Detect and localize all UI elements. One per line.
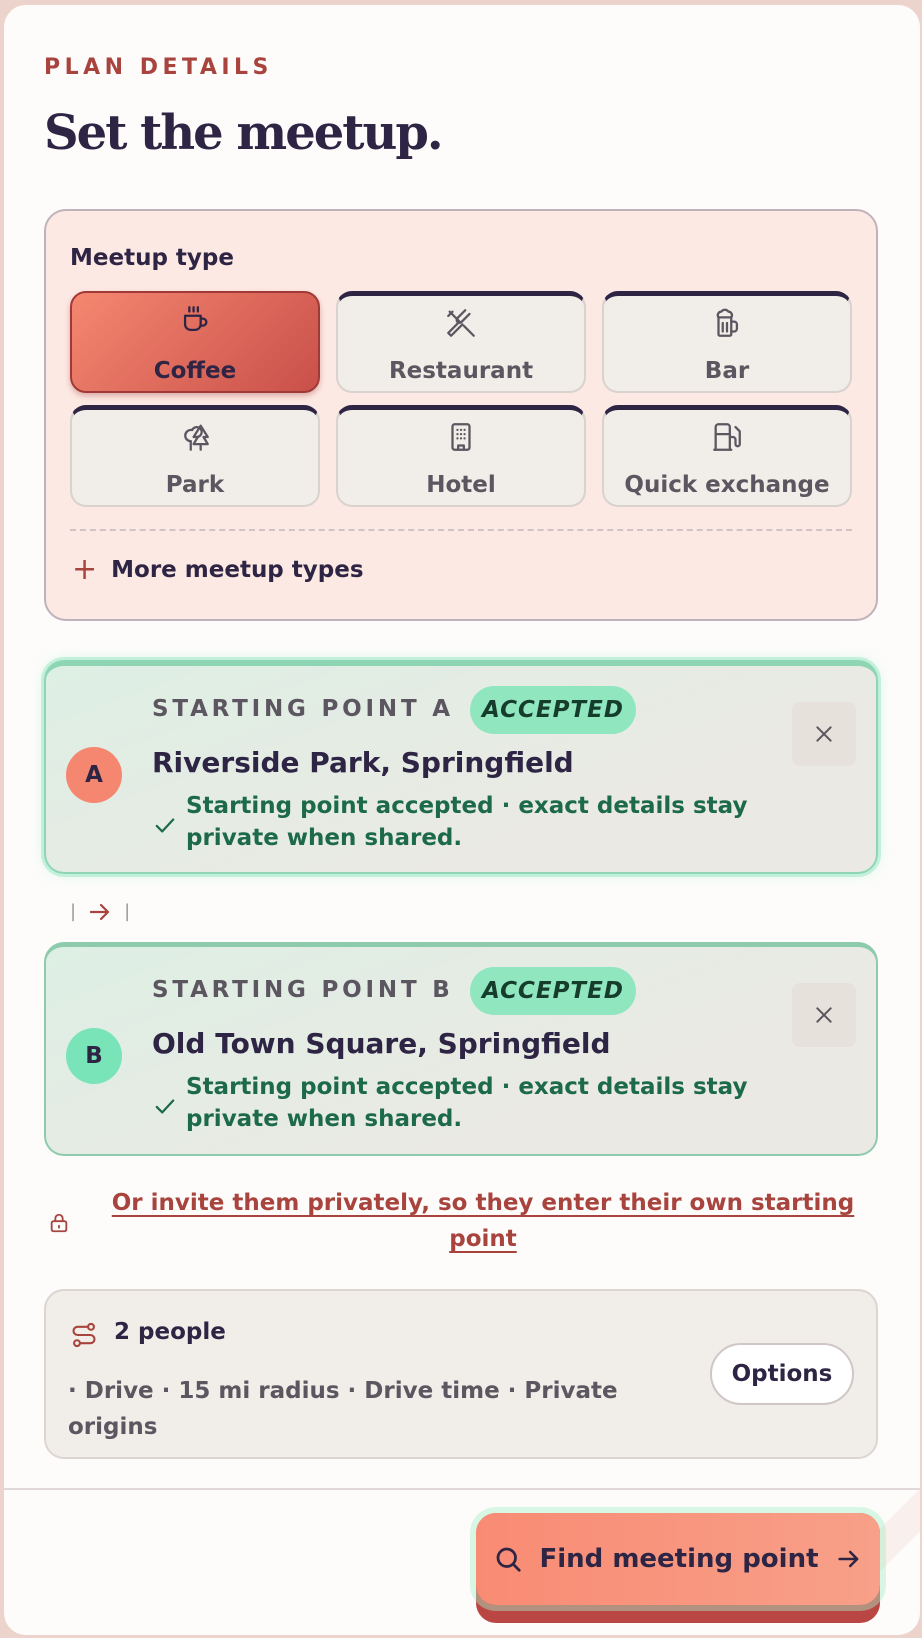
check-icon [154, 814, 176, 836]
meetup-type-label-hotel: Hotel [426, 472, 496, 498]
remove-starting-point-a-button[interactable] [792, 702, 856, 766]
route-connector [70, 901, 130, 922]
meetup-type-label-restaurant: Restaurant [388, 358, 534, 384]
section-eyebrow: PLAN DETAILS [44, 55, 273, 80]
starting-point-a-location: Riverside Park, Springfield [152, 746, 574, 779]
footer-divider [4, 1488, 920, 1490]
trees-icon [178, 420, 212, 454]
people-count: 2 people [114, 1319, 226, 1345]
status-badge: ACCEPTED [470, 686, 636, 734]
meetup-type-quick-exchange[interactable] [602, 405, 852, 507]
invite-privately-link[interactable]: Or invite them privately, so they enter their own starting point [111, 1190, 855, 1252]
starting-point-b-card [44, 942, 878, 1156]
close-icon [814, 1005, 834, 1025]
utensils-icon [444, 306, 478, 340]
hotel-building-icon [444, 420, 478, 454]
meetup-type-label-coffee: Coffee [153, 358, 237, 384]
meetup-type-label-park: Park [165, 472, 225, 498]
meetup-type-label-quick-exchange: Quick exchange [624, 472, 830, 498]
beer-mug-icon [710, 306, 744, 340]
route-icon [70, 1321, 98, 1349]
trip-summary-card [44, 1289, 878, 1459]
meetup-type-park[interactable] [70, 405, 320, 507]
coffee-icon [178, 303, 212, 337]
meetup-type-hotel[interactable] [336, 405, 586, 507]
meetup-type-restaurant[interactable] [336, 291, 586, 393]
trip-settings-summary: · Drive · 15 mi radius · Drive time · Private origins [68, 1378, 618, 1440]
starting-point-a-title: STARTING POINT A [152, 696, 454, 722]
more-meetup-types-button[interactable] [72, 552, 364, 587]
starting-point-a-note: Starting point accepted · exact details stay private when shared. [186, 793, 748, 851]
meetup-type-label-bar: Bar [704, 358, 750, 384]
find-meeting-point-button[interactable] [476, 1513, 880, 1623]
starting-point-b-marker: B [66, 1028, 122, 1084]
more-meetup-types-label: More meetup types [111, 557, 364, 583]
meetup-type-bar[interactable] [602, 291, 852, 393]
fuel-pump-icon [710, 420, 744, 454]
status-badge: ACCEPTED [470, 967, 636, 1015]
options-button[interactable]: Options [710, 1343, 854, 1405]
plus-icon: + [72, 552, 98, 587]
starting-point-a-marker: A [66, 747, 122, 803]
arrow-right-icon [88, 902, 112, 922]
invite-privately-row [44, 1185, 878, 1265]
check-icon [154, 1095, 176, 1117]
search-icon [493, 1544, 523, 1574]
starting-point-b-location: Old Town Square, Springfield [152, 1027, 611, 1060]
starting-point-a-card [44, 660, 878, 874]
arrow-right-icon [835, 1545, 863, 1573]
remove-starting-point-b-button[interactable] [792, 983, 856, 1047]
starting-point-b-title: STARTING POINT B [152, 977, 454, 1003]
connector-tick: | [70, 901, 77, 922]
page-title: Set the meetup. [44, 105, 442, 161]
close-icon [814, 724, 834, 744]
meetup-type-coffee[interactable] [70, 291, 320, 393]
meetup-type-label: Meetup type [70, 245, 234, 271]
connector-tick: | [124, 901, 131, 922]
lock-icon [48, 1211, 70, 1235]
meetup-type-card [44, 209, 878, 621]
starting-point-b-note: Starting point accepted · exact details stay private when shared. [186, 1074, 748, 1132]
button-face [476, 1513, 880, 1605]
find-meeting-point-label: Find meeting point [539, 1544, 819, 1574]
plan-details-panel [4, 5, 920, 1635]
divider [70, 529, 852, 531]
